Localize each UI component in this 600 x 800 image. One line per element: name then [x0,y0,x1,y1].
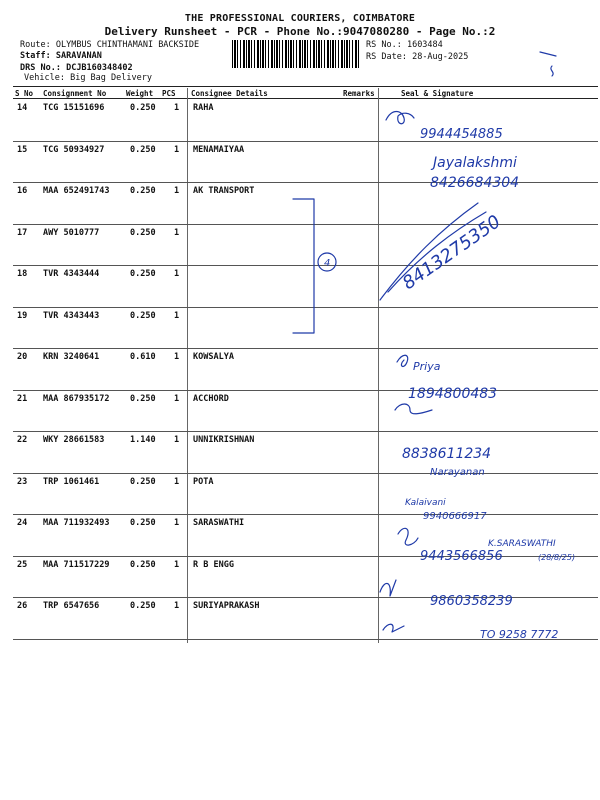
cell-sno: 22 [17,435,28,445]
cell-consignee: RAHA [193,103,214,113]
cell-consignee: ACCHORD [193,393,229,404]
cell-pcs: 1 [174,227,180,238]
group-bracket [293,199,314,333]
corner-mark [540,52,556,76]
col-header-consignee: Consignee Details [191,89,268,98]
col-header-pcs: PCS [162,89,176,98]
hw-22-number: 8838611234 [402,446,492,462]
sig-21-scribble [395,404,432,414]
cell-weight: 0.250 [130,227,156,238]
cell-weight: 0.250 [130,186,156,196]
cell-sno: 26 [17,601,28,611]
cell-weight: 0.250 [130,393,156,404]
col-header-remarks: Remarks [343,89,375,98]
cell-weight: 0.250 [130,601,156,611]
cell-sno: 19 [17,310,28,321]
cell-consignment: TRP 1061461 [43,476,100,487]
cell-pcs: 1 [174,559,180,570]
cell-sno: 16 [17,186,28,196]
cell-consignee: SURIYAPRAKASH [193,601,260,611]
cell-consignment: MAA 652491743 [43,186,110,196]
cell-pcs: 1 [174,310,180,321]
cell-pcs: 1 [174,476,180,487]
cell-consignment: TRP 6547656 [43,601,100,611]
cell-consignee: KOWSALYA [193,352,234,362]
hw-15-number: 8426684304 [430,175,520,191]
cell-consignee: UNNIKRISHNAN [193,435,255,445]
rs-no-label: RS No.: [366,40,402,50]
cell-weight: 1.140 [130,435,156,445]
company-title: THE PROFESSIONAL COURIERS, COIMBATORE [184,13,416,24]
cell-consignee: SARASWATHI [193,518,245,528]
sig-20-scribble [397,355,408,366]
sig-24-scribble [398,528,418,545]
route-value: OLYMBUS CHINTHAMANI BACKSIDE [55,40,200,50]
cell-consignment: MAA 867935172 [43,393,110,404]
cell-sno: 15 [17,144,28,155]
cell-consignment: TVR 4343444 [43,269,100,279]
cell-pcs: 1 [174,269,180,279]
hw-24-number: 9443566856 [420,549,503,564]
cell-sno: 24 [17,518,28,528]
cell-sno: 20 [17,352,28,362]
cell-sno: 23 [17,476,28,487]
cell-pcs: 1 [174,435,180,445]
hw-22-name: Narayanan [430,467,485,478]
hw-25-number: 9860358239 [430,594,513,609]
hw-24-name: K.SARASWATHI [488,539,556,549]
cell-pcs: 1 [174,144,180,155]
hw-24-date: (28/8/25) [538,553,576,562]
route-label: Route: [20,40,51,50]
sig-26-scribble [383,624,404,632]
cell-weight: 0.250 [130,518,156,528]
cell-weight: 0.250 [130,476,156,487]
hw-20-name: Priya [413,360,441,373]
cell-consignment: TCG 15151696 [43,103,105,113]
hw-14-number: 9944454885 [420,127,503,142]
cell-consignee: POTA [193,476,214,487]
rs-date-value: 28-Aug-2025 [412,52,469,62]
cell-sno: 18 [17,269,28,279]
cell-weight: 0.610 [130,352,156,362]
vehicle-label: Vehicle: [24,73,65,83]
cell-weight: 0.250 [130,144,156,155]
rs-date-label: RS Date: [366,52,407,62]
col-header-signature: Seal & Signature [401,89,474,98]
cell-pcs: 1 [174,518,180,528]
cell-consignment: AWY 5010777 [43,227,100,238]
cell-consignee: MENAMAIYAA [193,144,245,155]
drs-label: DRS No.: [20,63,61,73]
cell-pcs: 1 [174,186,180,196]
hw-23-name: Kalaivani [405,498,446,508]
sig-14-scribble [386,112,414,124]
cell-pcs: 1 [174,601,180,611]
sig-25-scribble [380,580,396,596]
col-header-consignment: Consignment No [43,89,107,98]
group-count: 4 [324,258,331,269]
rs-no-value: 1603484 [406,40,443,50]
cell-consignment: MAA 711932493 [43,518,110,528]
cell-consignment: TCG 50934927 [43,144,105,155]
hw-23-number: 9940666917 [423,511,487,522]
cell-pcs: 1 [174,103,180,113]
hw-26-number: TO 9258 7772 [480,628,559,641]
cell-consignee: AK TRANSPORT [193,186,255,196]
drs-value: DCJB160348402 [66,63,133,73]
cell-sno: 14 [17,103,28,113]
cell-consignee: R B ENGG [193,559,234,570]
cell-weight: 0.250 [130,103,156,113]
hw-20-number: 1894800483 [408,386,498,402]
cell-consignment: WKY 28661583 [43,435,105,445]
cell-sno: 17 [17,227,28,238]
col-header-sno: S No [15,89,34,98]
cell-weight: 0.250 [130,269,156,279]
cell-consignment: TVR 4343443 [43,310,100,321]
staff-label: Staff: [20,51,51,61]
hw-15-name: Jayalakshmi [433,155,517,171]
cell-weight: 0.250 [130,310,156,321]
cell-sno: 25 [17,559,28,570]
cell-consignment: MAA 711517229 [43,559,110,570]
col-header-weight: Weight [126,89,154,98]
runsheet-subtitle: Delivery Runsheet - PCR - Phone No.:9047080280 - Page No.:2 [104,25,496,38]
cell-sno: 21 [17,393,28,404]
cell-weight: 0.250 [130,559,156,570]
cell-consignment: KRN 3240641 [43,352,100,362]
hw-group-number: 8413275350 [398,211,505,295]
cell-pcs: 1 [174,352,180,362]
cell-pcs: 1 [174,393,180,404]
staff-value: SARAVANAN [55,51,102,61]
vehicle-value: Big Bag Delivery [70,73,152,83]
